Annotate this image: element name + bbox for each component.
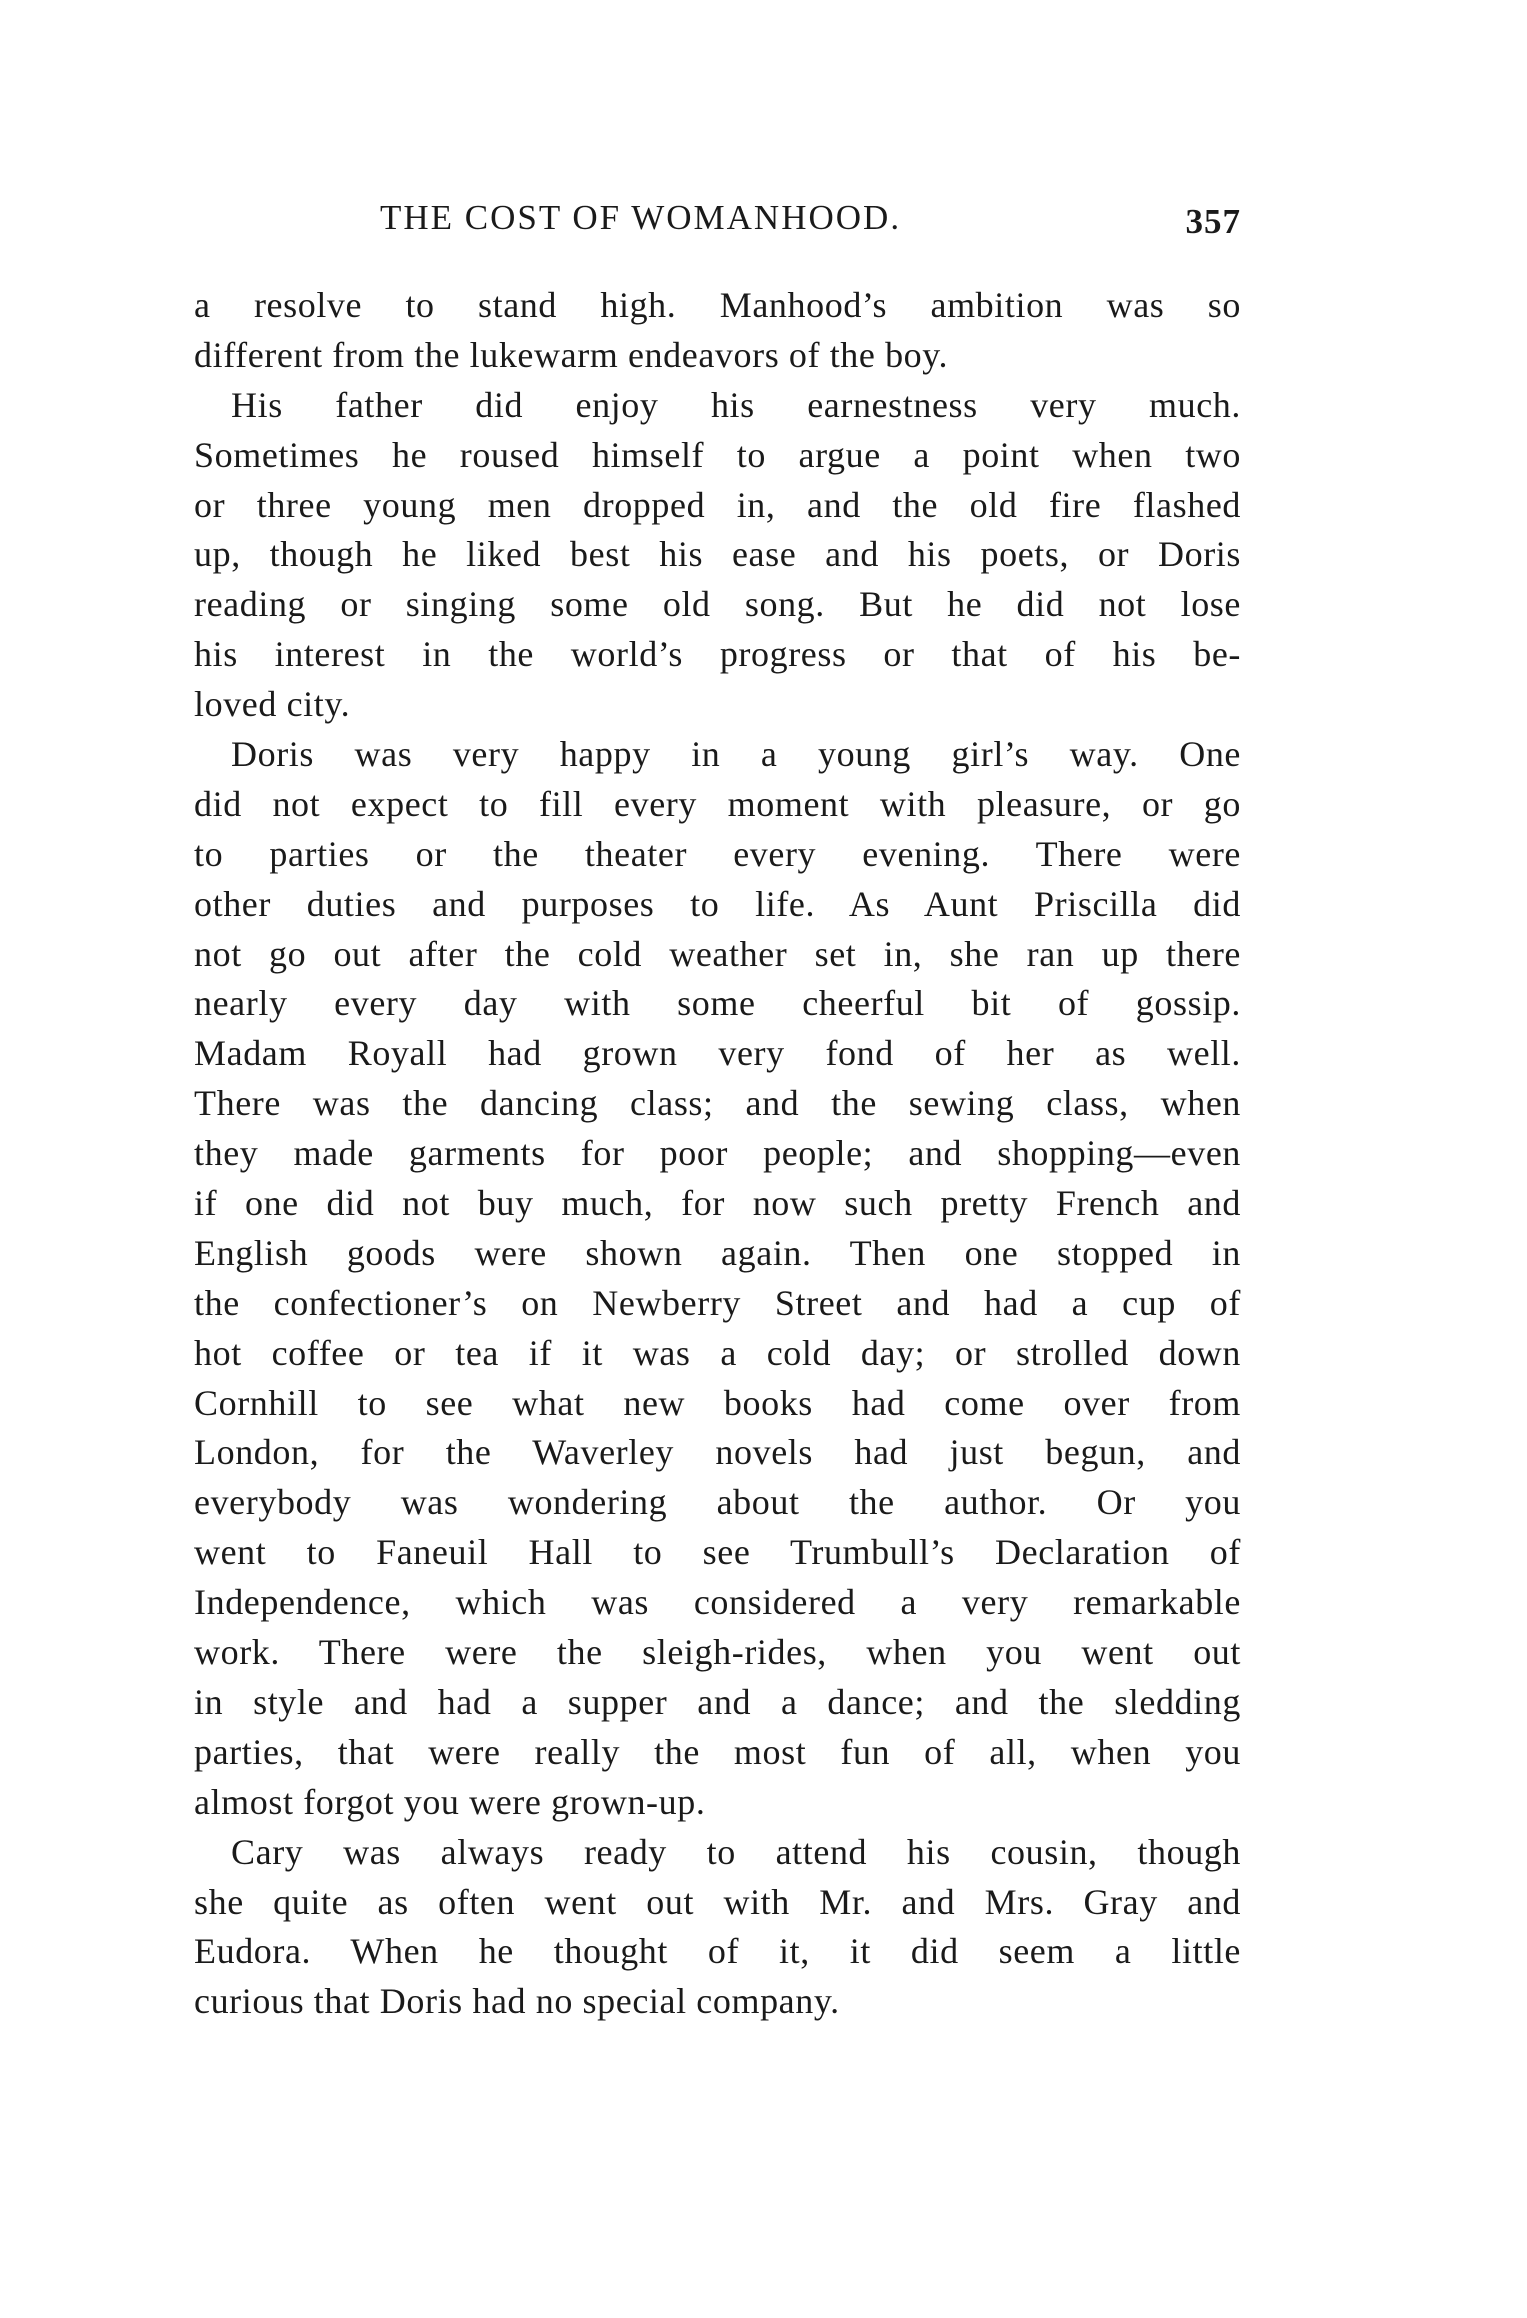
text-line: in style and had a supper and a dance; and the sledding [194, 1681, 1241, 1722]
text-line: to parties or the theater every evening. There were [194, 833, 1241, 874]
text-line: different from the lukewarm endeavors of the boy. [194, 334, 949, 375]
text-line: his interest in the world’s progress or that of his be- [194, 634, 1241, 675]
text-line: did not expect to fill every moment with pleasure, or go [194, 783, 1241, 824]
text-line: a resolve to stand high. Manhood’s ambition was so [194, 285, 1241, 325]
paragraph [194, 381, 1241, 730]
text-line: reading or singing some old song. But he did not lose [194, 584, 1241, 625]
text-line: if one did not buy much, for now such pretty French and [194, 1183, 1241, 1224]
text-line: nearly every day with some cheerful bit of gossip. [194, 983, 1241, 1024]
text-line: they made garments for poor people; and shopping—even [194, 1133, 1241, 1174]
text-line: she quite as often went out with Mr. and Mrs. Gray and [194, 1881, 1241, 1922]
text-line: went to Faneuil Hall to see Trumbull’s Declaration of [194, 1532, 1241, 1573]
page-number: 357 [1185, 202, 1241, 241]
page-header [194, 198, 1241, 248]
text-line: English goods were shown again. Then one stopped in [194, 1232, 1241, 1273]
text-line: up, though he liked best his ease and his poets, or Doris [194, 534, 1241, 575]
text-line: There was the dancing class; and the sewing class, when [194, 1083, 1241, 1124]
text-line: Cary was always ready to attend his cousin, though [231, 1831, 1241, 1872]
text-line: everybody was wondering about the author. Or you [194, 1482, 1241, 1523]
text-line: Doris was very happy in a young girl’s way. One [231, 734, 1241, 775]
text-line: loved city. [194, 684, 351, 725]
text-line: Eudora. When he thought of it, it did seem a little [194, 1931, 1241, 1972]
text-line: Sometimes he roused himself to argue a point when two [194, 434, 1241, 475]
text-line: London, for the Waverley novels had just begun, and [194, 1432, 1241, 1473]
text-line: hot coffee or tea if it was a cold day; or strolled down [194, 1332, 1241, 1373]
paragraph [194, 730, 1241, 1828]
text-line: the confectioner’s on Newberry Street and had a cup of [194, 1282, 1241, 1323]
text-line: curious that Doris had no special company. [194, 1981, 840, 2022]
text-line: Independence, which was considered a very remarkable [194, 1582, 1241, 1623]
text-line: Cornhill to see what new books had come over from [194, 1382, 1241, 1423]
paragraph [194, 1828, 1241, 2028]
text-line: or three young men dropped in, and the old fire flashed [194, 484, 1241, 525]
running-title: THE COST OF WOMANHOOD. [380, 198, 902, 237]
text-line: not go out after the cold weather set in, she ran up there [194, 933, 1241, 974]
text-line: parties, that were really the most fun of all, when you [194, 1731, 1241, 1772]
paragraph [194, 281, 1241, 381]
text-line: almost forgot you were grown-up. [194, 1781, 706, 1822]
page-body [194, 281, 1241, 2027]
text-line: His father did enjoy his earnestness very much. [231, 384, 1241, 425]
text-line: work. There were the sleigh-rides, when you went out [194, 1632, 1241, 1673]
text-line: other duties and purposes to life. As Aunt Priscilla did [194, 883, 1241, 924]
text-line: Madam Royall had grown very fond of her as well. [194, 1033, 1241, 1074]
